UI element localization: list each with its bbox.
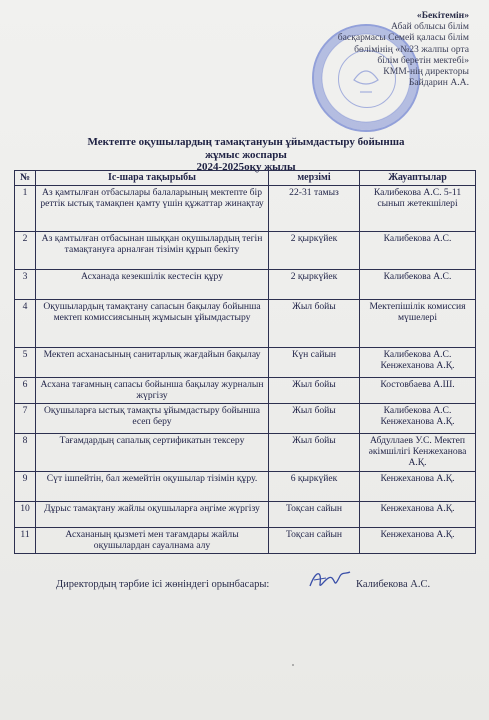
table-row [15, 348, 476, 378]
table-row [15, 300, 476, 348]
row-event: Оқушылардың тамақтану сапасын бақылау бойынша мектеп комиссиясының жұмысын ұйымдастыру [36, 300, 269, 348]
plan-table [14, 170, 476, 554]
row-number: 9 [15, 472, 36, 502]
row-event: Оқушыларға ыстық тамақты ұйымдастыру бойынша есеп беру [36, 404, 269, 434]
row-deadline: 2 қыркүйек [269, 232, 360, 270]
row-number: 5 [15, 348, 36, 378]
row-responsible: Калибекова А.С. Кенжеханова А.Қ. [360, 404, 476, 434]
row-responsible: Абдуллаев У.С. Мектеп әкімшілігі Кенжеханова А.Қ. [360, 434, 476, 472]
row-responsible: Кенжеханова А.Қ. [360, 502, 476, 528]
handwritten-signature [306, 566, 354, 594]
title-year: 2024-2025оқу жылы [196, 161, 296, 173]
row-deadline: Жыл бойы [269, 434, 360, 472]
header-deadline: мерзімі [269, 171, 360, 186]
paper-speck [292, 664, 294, 666]
approval-line: бөлімінің «№23 жалпы орта [354, 43, 469, 55]
row-responsible: Калибекова А.С. [360, 270, 476, 300]
footer-position: Директордың тәрбие ісі жөніндегі орынбасары: [56, 579, 270, 590]
table-row [15, 186, 476, 232]
approval-line: КММ-нің директоры [383, 66, 469, 78]
table-row [15, 378, 476, 404]
row-number: 11 [15, 528, 36, 554]
table-row [15, 404, 476, 434]
row-responsible: Кенжеханова А.Қ. [360, 528, 476, 554]
document-title [40, 136, 452, 174]
row-number: 7 [15, 404, 36, 434]
row-deadline: Тоқсан сайын [269, 502, 360, 528]
approval-block [279, 10, 469, 88]
table-row [15, 528, 476, 554]
row-event: Сүт ішпейтін, бал жемейтін оқушылар тізімін құру. [36, 472, 269, 502]
row-number: 6 [15, 378, 36, 404]
row-number: 3 [15, 270, 36, 300]
approval-line: Байдарин А.А. [408, 77, 469, 89]
row-deadline: Жыл бойы [269, 378, 360, 404]
row-deadline: Жыл бойы [269, 404, 360, 434]
table-row [15, 434, 476, 472]
row-event: Аз қамтылған отбасынан шыққан оқушылардың тегін тамақтануға арналған тізімін құрып бекіту [36, 232, 269, 270]
approval-line: басқармасы Семей қаласы білім [337, 32, 469, 44]
approval-line: Абай облысы білім [391, 21, 469, 33]
row-deadline: Жыл бойы [269, 300, 360, 348]
table-row [15, 502, 476, 528]
row-deadline: 6 қыркүйек [269, 472, 360, 502]
row-event: Асханада кезекшілік кестесін құру [36, 270, 269, 300]
header-responsible: Жауаптылар [360, 171, 476, 186]
row-event: Тағамдардың сапалық сертификатын тексеру [36, 434, 269, 472]
row-number: 10 [15, 502, 36, 528]
row-responsible: Калибекова А.С. [360, 232, 476, 270]
row-event: Мектеп асханасының санитарлық жағдайын бақылау [36, 348, 269, 378]
row-number: 1 [15, 186, 36, 232]
row-event: Асхананың қызметі мен тағамдары жайлы оқушылардан сауалнама алу [36, 528, 269, 554]
row-deadline: 22-31 тамыз [269, 186, 360, 232]
table-row [15, 232, 476, 270]
row-deadline: Күн сайын [269, 348, 360, 378]
row-number: 4 [15, 300, 36, 348]
table-row [15, 472, 476, 502]
row-responsible: Калибекова А.С. Кенжеханова А.Қ. [360, 348, 476, 378]
title-line: Мектепте оқушылардың тамақтануын ұйымдастыру бойынша [87, 136, 405, 148]
row-number: 8 [15, 434, 36, 472]
row-event: Асхана тағамның сапасы бойынша бақылау журналын жүргізу [36, 378, 269, 404]
row-event: Дұрыс тамақтану жайлы оқушыларға әңгіме жүргізу [36, 502, 269, 528]
row-number: 2 [15, 232, 36, 270]
table-header-row [15, 171, 476, 186]
approval-line: білім беретін мектебі» [377, 54, 469, 66]
row-responsible: Костовбаева А.Ш. [360, 378, 476, 404]
footer-name: Калибекова А.С. [356, 579, 431, 590]
approval-heading: «Бекітемін» [416, 10, 469, 21]
title-line: жұмыс жоспары [205, 148, 287, 161]
row-responsible: Калибекова А.С. 5-11 сынып жетекшілері [360, 186, 476, 232]
row-deadline: 2 қыркүйек [269, 270, 360, 300]
header-event: Іс-шара тақырыбы [36, 171, 269, 186]
row-deadline: Тоқсан сайын [269, 528, 360, 554]
header-number: № [15, 171, 36, 186]
table-row [15, 270, 476, 300]
row-responsible: Мектепішілік комиссия мүшелері [360, 300, 476, 348]
row-event: Аз қамтылған отбасылары балаларының мектепте бір реттік ыстық тамақпен қамту үшін құжаттар жинақтау [36, 186, 269, 232]
row-responsible: Кенжеханова А.Қ. [360, 472, 476, 502]
